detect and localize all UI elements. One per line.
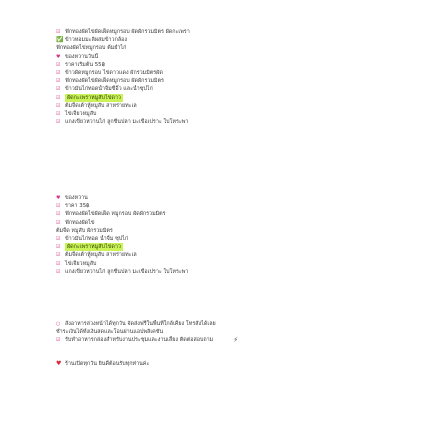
checkmark-icon: ☑ xyxy=(56,219,61,226)
checkmark-icon: ☑ xyxy=(56,244,61,251)
note-line-text: รับทำอาหารกล่องสำหรับงานประชุมและงานเลี้ยง ติดต่อสอบถาม xyxy=(65,337,214,344)
menu-line-text: ของหวานวันนี้ xyxy=(65,53,99,60)
menu-line-text: ของหวาน xyxy=(65,195,88,201)
menu-line xyxy=(56,210,356,218)
checkmark-icon: ☑ xyxy=(56,252,61,259)
menu-line xyxy=(56,44,356,52)
menu-line-text: ต้มจืด หมูสับ ผักรวมมิตร xyxy=(56,227,113,234)
checkmark-icon: ☑ xyxy=(56,94,61,101)
menu-line-text: ข้าวผัดหมูกรอบ ไข่ดาวแดง ผักรวมมิตรผัด xyxy=(65,69,163,76)
menu-line-text: ผัดกะเพราหมูสับไข่ดาว xyxy=(67,94,121,101)
menu-section-dessert xyxy=(56,194,356,276)
checkmark-icon: ☑ xyxy=(56,235,61,242)
menu-line-text: ไข่เจียวหมูสับ xyxy=(65,260,97,267)
lightning-icon: ⚡ xyxy=(233,336,239,345)
menu-line-text: แกงเขียวหวานไก่ ลูกชิ้นปลา มะเขือเปราะ ใบโหระพา xyxy=(65,268,189,275)
checkmark-icon: ☑ xyxy=(56,203,61,210)
menu-line xyxy=(56,227,356,235)
checkmark-icon: ☑ xyxy=(56,78,61,85)
checkmark-icon: ☑ xyxy=(56,102,61,109)
menu-line xyxy=(56,268,356,276)
menu-line-text: ฟักทองผัดไข่ผัดเผ็ด หมูกรอบ ผัดผักรวมมิตร xyxy=(65,211,166,218)
footer-line xyxy=(56,360,356,368)
checkmark-icon: ☑ xyxy=(56,29,61,35)
menu-line-text: ราคาเริ่มต้น 55฿ xyxy=(65,61,106,68)
note-line xyxy=(56,328,356,336)
menu-line-text: ฟักทองผัดไข่ผัดเผ็ดหมูกรอบ ผัดผักรวมมิตร ผัดกะเพรา xyxy=(65,29,190,35)
menu-line xyxy=(56,69,356,77)
checkmark-icon: ☑ xyxy=(56,337,61,344)
menu-line xyxy=(56,194,356,202)
menu-line xyxy=(56,251,356,259)
menu-line xyxy=(56,77,356,85)
footer xyxy=(56,360,356,368)
menu-line xyxy=(56,202,356,210)
notes-section xyxy=(56,320,356,345)
checkmark-icon: ☑ xyxy=(56,61,61,68)
menu-line xyxy=(56,61,356,69)
menu-line xyxy=(56,28,356,36)
menu-line-text: ต้มจืดเต้าหู้หมูสับ สาหร่ายทะเล xyxy=(65,252,137,259)
note-line-text: สั่งอาหารล่วงหน้าได้ทุกวัน จัดส่งฟรีในพื้นที่ใกล้เคียง โทรสั่งได้เลย xyxy=(65,321,216,327)
menu-line-text: ฟักทองผัดไข่ผัดเผ็ดหมูกรอบ ผัดผักรวมมิตร xyxy=(65,78,164,85)
menu-line xyxy=(56,110,356,118)
menu-section-main xyxy=(56,28,356,126)
checkmark-icon: ✅ xyxy=(56,36,64,44)
checkmark-icon: ☑ xyxy=(56,260,61,267)
menu-line-text: ข้าวมันไก่ทอดน้ำจิ้มซีอิ๊ว และน้ำซุปไก่ xyxy=(65,86,153,93)
menu-line-text: ฟักทองผัดไข่ xyxy=(65,219,95,226)
menu-line xyxy=(56,94,356,102)
menu-line xyxy=(56,235,356,243)
heart-icon: ♥ xyxy=(56,53,61,60)
circle-icon: ○ xyxy=(56,321,61,327)
menu-line-text: ข้าวหอมมะลิผสมข้าวกล้อง xyxy=(65,37,128,44)
checkmark-icon: ☑ xyxy=(56,110,61,117)
checkmark-icon: ☑ xyxy=(56,119,61,126)
menu-line xyxy=(56,36,356,44)
note-line-text: ชำระเงินได้ทั้งเงินสดและโอนผ่านแอปพลิเคชัน xyxy=(56,329,164,336)
menu-line-text: ฟักทองผัดไข่หมูกรอบ ต้มยำไก่ xyxy=(56,45,127,52)
menu-line-text: ต้มจืดเต้าหู้หมูสับ สาหร่ายทะเล xyxy=(65,102,137,109)
footer-text: ร้านเปิดทุกวัน ยินดีต้อนรับทุกท่านค่ะ xyxy=(65,361,150,367)
menu-line-text: ผัดกะเพราหมูสับไข่ดาว xyxy=(67,244,121,251)
checkmark-icon: ☑ xyxy=(56,86,61,93)
checkmark-icon: ☑ xyxy=(56,69,61,76)
menu-line xyxy=(56,53,356,61)
menu-line-text: แกงเขียวหวานไก่ ลูกชิ้นปลา มะเขือเปราะ ใบโหระพา xyxy=(65,119,189,126)
note-line xyxy=(56,336,356,344)
menu-line xyxy=(56,85,356,93)
menu-line-text: ไข่เจียวหมูสับ xyxy=(65,110,97,117)
menu-line xyxy=(56,260,356,268)
menu-line xyxy=(56,219,356,227)
checkmark-icon: ☑ xyxy=(56,268,61,275)
heart-icon: ♥ xyxy=(56,195,61,201)
menu-line-text: ราคา 35฿ xyxy=(65,203,90,210)
checkmark-icon: ☑ xyxy=(56,211,61,218)
note-line xyxy=(56,320,356,328)
menu-line-text: ข้าวมันไก่ทอด น้ำจิ้ม ซุปไก่ xyxy=(65,235,129,242)
menu-line xyxy=(56,118,356,126)
menu-line xyxy=(56,243,356,251)
menu-line xyxy=(56,102,356,110)
heart-icon: ♥ xyxy=(56,360,62,367)
